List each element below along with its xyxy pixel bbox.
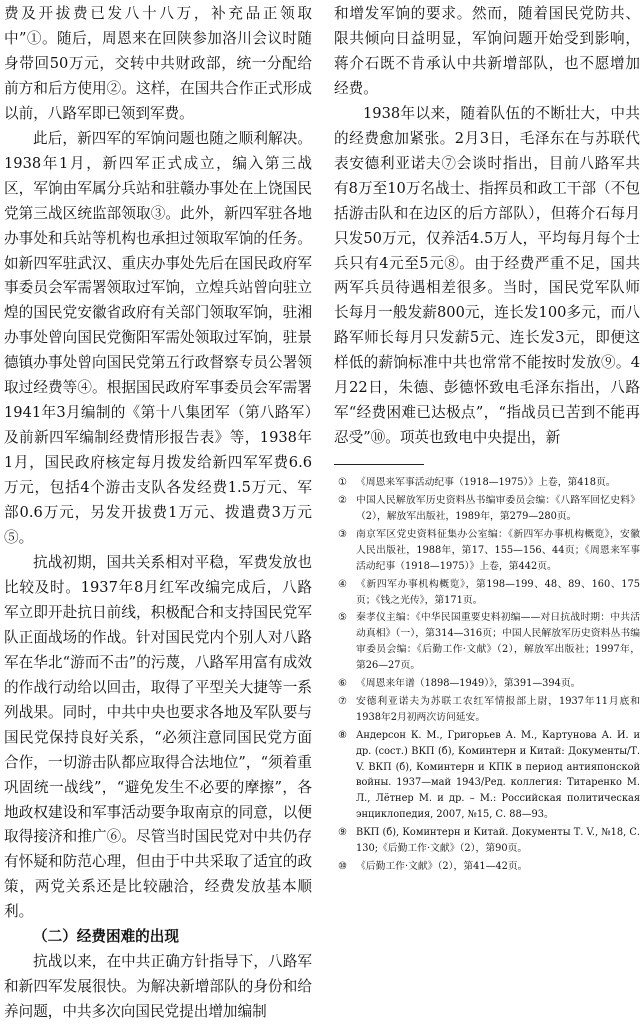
footnote-text: ВКП (б), Коминтерн и Китай. Документы Т. V., №18, С. 130;《后勤工作·文献》（2），第90页。 <box>356 827 640 855</box>
footnotes <box>334 475 640 875</box>
footnote-marker: ⑩ <box>338 861 347 872</box>
body-paragraph: 1938年以来，随着队伍的不断壮大，中共的经费愈加紧张。2月3日，毛泽东在与苏联代表安德利亚诺夫⑦会谈时指出，目前八路军共有8万至10万名战士、指挥员和政工干部（不包括游击队和在边区的后方部队），但蒋介石每月只发50万元，仅养活4.5万人，平均每月每个士兵只有4元至5元⑧。由于经费严重不足，国共两军兵员待遇相差很多。当时，国民党军队师长每月一般发薪800元，连长发100多元，而八路军师长每月只发薪5元、连长发3元，即便这样低的薪饷标准中共也常常不能按时发放⑨。4月22日，朱德、彭德怀致电毛泽东指出，八路军“经费困难已达极点”，“指战员已苦到不能再忍受”⑩。项英也致电中央提出，新 <box>334 104 640 447</box>
footnote-text: 《周恩来年谱（1898—1949）》，第391—394页。 <box>356 678 581 690</box>
footnote <box>334 493 640 525</box>
body-paragraph: 费及开拔费已发八十八万，补充品正领取中”①。随后，周恩来在回陕参加洛川会议时随身带回50万元，交转中共财政部，统一分配给前方和后方使用②。这样，在国共合作正式形成以前，八路军即已领到军费。 <box>4 5 312 122</box>
footnote-text: 南京军区党史资料征集办公室编：《新四军办事机构概览》，安徽人民出版社，1988年，第17、155—156、44页；《周恩来军事活动纪事（1918—1975）》上卷，第442页。 <box>356 528 640 572</box>
footnote <box>334 527 640 575</box>
footnote-marker: ④ <box>338 578 347 590</box>
footnote <box>334 859 640 875</box>
footnote-marker: ⑤ <box>338 612 347 624</box>
footnote <box>334 676 640 692</box>
left-column <box>4 2 312 1025</box>
footnote-text: 《周恩来军事活动纪事（1918—1975）》上卷，第418页。 <box>356 477 616 489</box>
footnote <box>334 825 640 857</box>
footnote <box>334 610 640 674</box>
footnote-text: Андерсон К. М., Григорьев А. М., Картунова А. И. и др. (сост.) ВКП (б), Коминтерн и Китай: Документы/Т. V. ВКП (б), Коминтерн и КПК в период антияпонской войны. 1937—май 1943/Ред. коллегия: Титаренко М. Л., Лётнер М. и др. – М.: Российская политическая энциклопедия, 2007, №15, С. 88—93。 <box>356 729 640 821</box>
footnote-marker: ⑦ <box>338 695 347 707</box>
footnote-divider <box>334 464 424 465</box>
footnote-text: 《新四军办事机构概览》，第198—199、48、89、160、175页；《钱之光传》，第171页。 <box>356 578 640 606</box>
footnote-marker: ② <box>338 495 347 507</box>
footnote-marker: ⑧ <box>338 729 347 741</box>
footnote-marker: ⑥ <box>338 678 347 690</box>
body-paragraph: 抗战以来，在中共正确方针指导下，八路军和新四军发展很快。为解决新增部队的身份和给养问题，中共多次向国民党提出增加编制 <box>4 953 312 1021</box>
footnote-marker: ① <box>338 477 347 489</box>
footnote-marker: ③ <box>338 528 347 540</box>
footnote-marker: ⑨ <box>338 827 347 839</box>
footnote-text: 中国人民解放军历史资料丛书编审委员会编：《八路军回忆史料》（2），解放军出版社，1989年，第279—280页。 <box>356 495 640 522</box>
footnote <box>334 475 640 491</box>
footnote-text: 安德利亚诺夫为苏联工农红军情报部上尉，1937年11月底和1938年2月初两次访问延安。 <box>356 695 640 723</box>
footnote <box>334 728 640 823</box>
section-heading: （二）经费困难的出现 <box>33 928 179 946</box>
body-paragraph: 和增发军饷的要求。然而，随着国民党防共、限共倾向日益明显，军饷问题开始受到影响，蒋介石既不肯承认中共新增部队，也不愿增加经费。 <box>334 5 640 97</box>
body-paragraph: 此后，新四军的军饷问题也随之顺利解决。1938年1月，新四军正式成立，编入第三战区，军饷由军属分兵站和驻赣办事处在上饶国民党第三战区统监部领取③。此外，新四军驻各地办事处和兵站等机构也承担过领取军饷的任务。如新四军驻武汉、重庆办事处先后在国民政府军事委员会军需署领取过军饷，立煌兵站曾向驻立煌的国民党安徽省政府有关部门领取军饷，驻湘办事处曾向国民党衡阳军需处领取过军饷，驻景德镇办事处曾向国民党第五行政督察专员公署领取过经费等④。根据国民政府军事委员会军需署1941年3月编制的《第十八集团军（第八路军）及前新四军编制经费情形报告表》等，1938年1月，国民政府核定每月拨发给新四军军费6.6万元，包括4个游击支队各发经费1.5万元、军部0.6万元，另发开拔费1万元、拨遣费3万元⑤。 <box>4 129 312 547</box>
footnote <box>334 694 640 726</box>
footnote-text: 秦孝仪主编：《中华民国重要史料初编——对日抗战时期：中共活动真相》（一），第314—316页；中国人民解放军历史资料丛书编审委员会编：《后勤工作·文献》（2），解放军出版社；1997年，第26—27页。 <box>356 612 640 672</box>
right-column <box>334 2 640 877</box>
footnote <box>334 577 640 609</box>
footnote-text: 《后勤工作·文献》（2），第41—42页。 <box>356 861 528 872</box>
body-paragraph: 抗战初期，国共关系相对平稳，军费发放也比较及时。1937年8月红军改编完成后，八路军立即开赴抗日前线，积极配合和支持国民党军队正面战场的作战。针对国民党内个别人对八路军在华北“游而不击”的污蔑，八路军用富有成效的作战行动给以回击，取得了平型关大捷等一系列战果。同时，中共中央也要求各地及军队要与国民党保持良好关系，“必须注意同国民党方面合作，一切游击队都应取得合法地位”，“须着重巩固统一战线”，“避免发生不必要的摩擦”，各地政权建设和军事活动要争取南京的同意，以便取得接济和推广⑥。尽管当时国民党对中共仍存有怀疑和防范心理，但由于中共采取了适宜的政策，两党关系还是比较融洽，经费发放基本顺利。 <box>4 553 312 921</box>
